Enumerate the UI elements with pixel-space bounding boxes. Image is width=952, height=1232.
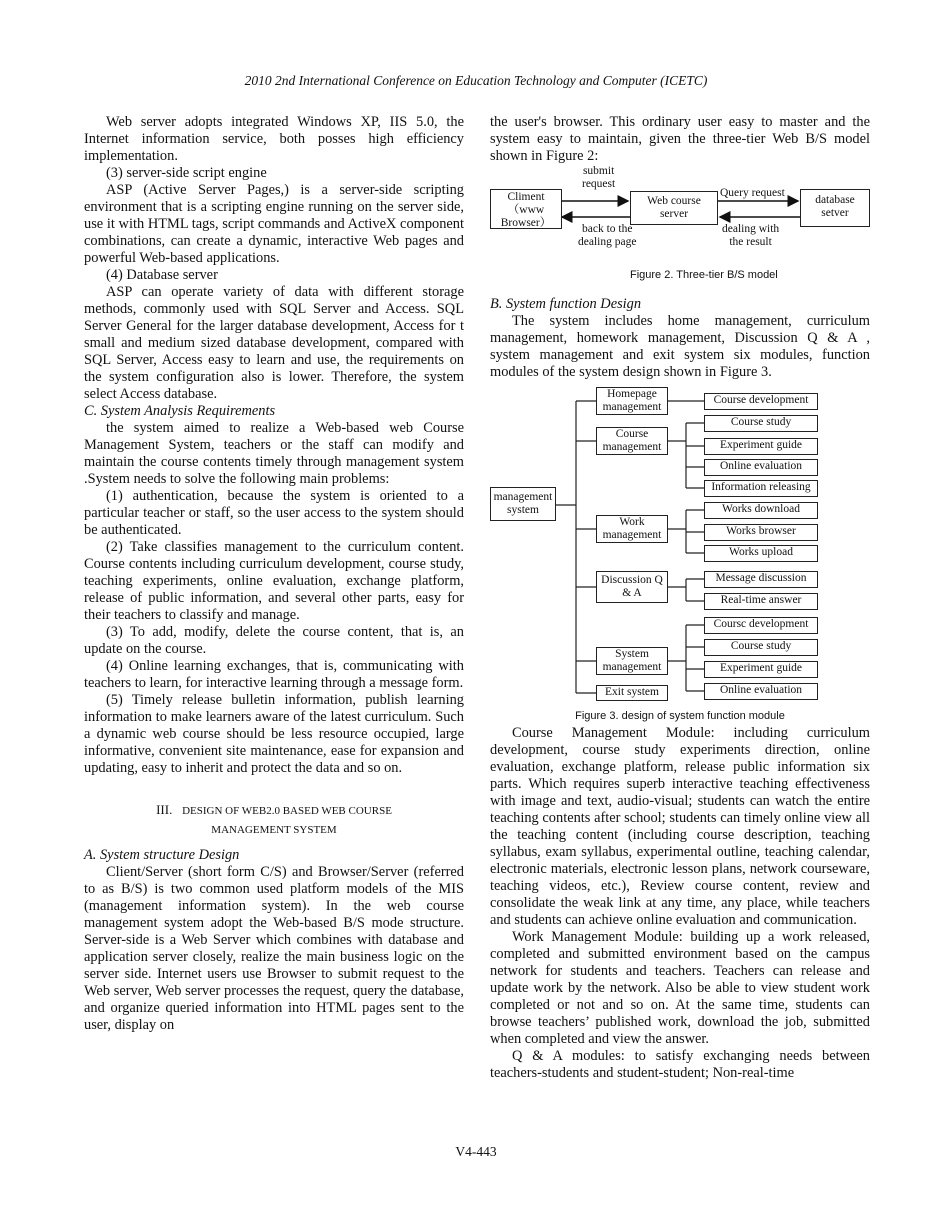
paragraph: (3) To add, modify, delete the course content, that is, an update on the course. <box>84 624 464 657</box>
client-box <box>490 189 562 229</box>
label-line: back to the <box>581 223 633 235</box>
database-label: setver <box>821 207 849 219</box>
left-column <box>84 114 464 1034</box>
label-line: dealing page <box>578 236 637 248</box>
right-column <box>490 114 870 1082</box>
node-label: Discussion Q <box>601 574 663 586</box>
paragraph: the system aimed to realize a Web-based web Course Management System, teachers or the staff can modify and maintain the course contents timely through management system .System needs to solve the following main problems: <box>84 420 464 487</box>
running-header: 2010 2nd International Conference on Education Technology and Computer (ICETC) <box>244 73 708 88</box>
module-course <box>596 427 668 455</box>
figure-3-diagram <box>490 387 870 702</box>
root-node <box>490 487 556 521</box>
paragraph: (1) authentication, because the system is oriented to a particular teacher or staff, so the user access to the system should be authenticated. <box>84 488 464 538</box>
leaf-node: Coursс development <box>704 617 818 634</box>
section-heading-a: A. System structure Design <box>84 847 240 863</box>
paragraph: the user's browser. This ordinary user easy to master and the system easy to maintain, given the three-tier Web B/S model shown in Figure 2: <box>490 114 870 164</box>
section-heading-c: C. System Analysis Requirements <box>84 403 276 419</box>
node-label: management <box>602 401 662 413</box>
database-box <box>800 189 870 227</box>
paragraph: (4) Database server <box>106 267 218 283</box>
section-heading-b: B. System function Design <box>490 296 642 312</box>
paragraph: Work Management Module: building up a work released, completed and submitted environment based on the campus network for students and teachers. Teachers can release and update work by the network. Also be able to view student work completed or not and so on. At the same time, students can browse teachers’ published work, download the job, submitted when completed and view the answer. <box>490 929 870 1047</box>
paragraph: (2) Take classifies management to the curriculum content. Course contents including curriculum development, course study, teaching experiments, online evaluation, exchange platform, release of public information, and several other parts, easy for their teachers to classify and manage. <box>84 539 464 623</box>
database-label: database <box>815 194 855 206</box>
leaf-node: Works browser <box>704 524 818 541</box>
section-number: III. <box>156 802 173 817</box>
module-system <box>596 647 668 675</box>
node-label: Course <box>615 428 649 440</box>
paragraph: (4) Online learning exchanges, that is, communicating with teachers to learn, for interactive learning through a message form. <box>84 658 464 691</box>
section-heading-iii <box>84 801 464 839</box>
figure-2-diagram <box>490 167 870 267</box>
leaf-node: Online evaluation <box>704 683 818 700</box>
figure-2-caption: Figure 2. Three-tier B/S model <box>630 269 778 281</box>
paragraph: ASP can operate variety of data with different storage methods, commonly used with SQL Server and Access. SQL Server General for the larger database development, Access for t small and medium sized database development, compared with SQL Server, Access easy to learn and use, the requirements on the system configuration also is lower. Therefore, the system select Access database. <box>84 284 464 402</box>
paragraph: Web server adopts integrated Windows XP, IIS 5.0, the Internet information service, both posses high efficiency implementation. <box>84 114 464 164</box>
paragraph: (5) Timely release bulletin information, publish learning information to make learners aware of the latest curriculum. Such a dynamic web course should be less resource occupied, large informative, convenient site maintenance, ease for expansion and updating, easy to inherit and protect the data and so on. <box>84 692 464 776</box>
leaf-node: Information releasing <box>704 480 818 497</box>
label-line: dealing with <box>722 223 780 235</box>
back-page-label <box>578 223 636 249</box>
web-server-box <box>630 191 718 225</box>
leaf-node: Course study <box>704 639 818 656</box>
node-label: Homepage <box>607 388 657 400</box>
label-line: request <box>582 178 616 190</box>
module-exit: Exit system <box>596 685 668 701</box>
leaf-node: Course development <box>704 393 818 410</box>
section-title-line2: MANAGEMENT SYSTEM <box>211 824 337 836</box>
leaf-node: Message discussion <box>704 571 818 588</box>
node-label: management <box>602 529 662 541</box>
module-homepage <box>596 387 668 415</box>
leaf-node: Course study <box>704 415 818 432</box>
paragraph: The system includes home management, curriculum management, homework management, Discussion Q & A , system management and exit system six modules, function modules of the system design shown in Figure 3. <box>490 313 870 380</box>
module-work <box>596 515 668 543</box>
node-label: System <box>615 648 649 660</box>
label-line: submit <box>582 165 615 177</box>
node-label: Work <box>619 516 645 528</box>
node-label: management <box>602 441 662 453</box>
leaf-node: Experiment guide <box>704 661 818 678</box>
paragraph: ASP (Active Server Pages,) is a server-side scripting environment that is a scripting engine running on the server side, use it with HTML tags, script commands and ActiveX component combinations, can create a dynamic, interactive Web pages and powerful Web-based applications. <box>84 182 464 266</box>
paragraph: Q & A modules: to satisfy exchanging needs between teachers-students and student-student; Non-real-time <box>490 1048 870 1081</box>
leaf-node: Works upload <box>704 545 818 562</box>
node-label: management <box>493 491 553 503</box>
dealing-result-label <box>722 223 779 249</box>
leaf-node: Works download <box>704 502 818 519</box>
node-label: system <box>507 504 539 516</box>
section-title-line1: DESIGN OF WEB2.0 BASED WEB COURSE <box>182 805 392 817</box>
client-label: （www <box>507 204 545 216</box>
figure-3-caption: Figure 3. design of system function module <box>575 710 785 722</box>
paragraph: (3) server-side script engine <box>106 165 267 181</box>
label-line: the result <box>729 236 772 248</box>
node-label: & A <box>622 587 642 599</box>
client-label: Climent <box>507 191 545 203</box>
web-server-label: server <box>659 208 689 220</box>
leaf-node: Real-time answer <box>704 593 818 610</box>
module-discussion <box>596 571 668 603</box>
node-label: management <box>602 661 662 673</box>
client-label: Browser） <box>500 217 552 229</box>
paragraph: Client/Server (short form C/S) and Browser/Server (referred to as B/S) is two common used platform models of the MIS (management information system). In the web course management system adopt the Web-based B/S mode structure. Server-side is a Web Server which combines with database and application server closely, realize the main business logic on the server side. Internet users use Browser to submit request to the Web server, Web server processes the request, query the database, and organize queried information into HTML pages sent to the user, display on <box>84 864 464 1033</box>
leaf-node: Experiment guide <box>704 438 818 455</box>
paragraph: Course Management Module: including curriculum development, course study experiments direction, online evaluation, exchange platform, release public information six parts. Which requires superb interactive teaching effectiveness with image and text, audio-visual; students can watch the entire teaching contents after school; students can timely online view all the teaching content (including course description, teaching syllabus, exam syllabus, experimental outline, teaching calendar, electronic materials, electronic lesson plans, network courseware, teaching videos, etc.), Review course content, review and consolidate the weak link at any time, any place, while teachers and students can achieve online evaluation and communication. <box>490 725 870 928</box>
leaf-node: Online evaluation <box>704 459 818 476</box>
page-number: V4-443 <box>455 1144 497 1159</box>
submit-request-label <box>582 165 615 191</box>
web-server-label: Web course <box>647 195 701 207</box>
query-request-label: Query request <box>720 187 785 199</box>
